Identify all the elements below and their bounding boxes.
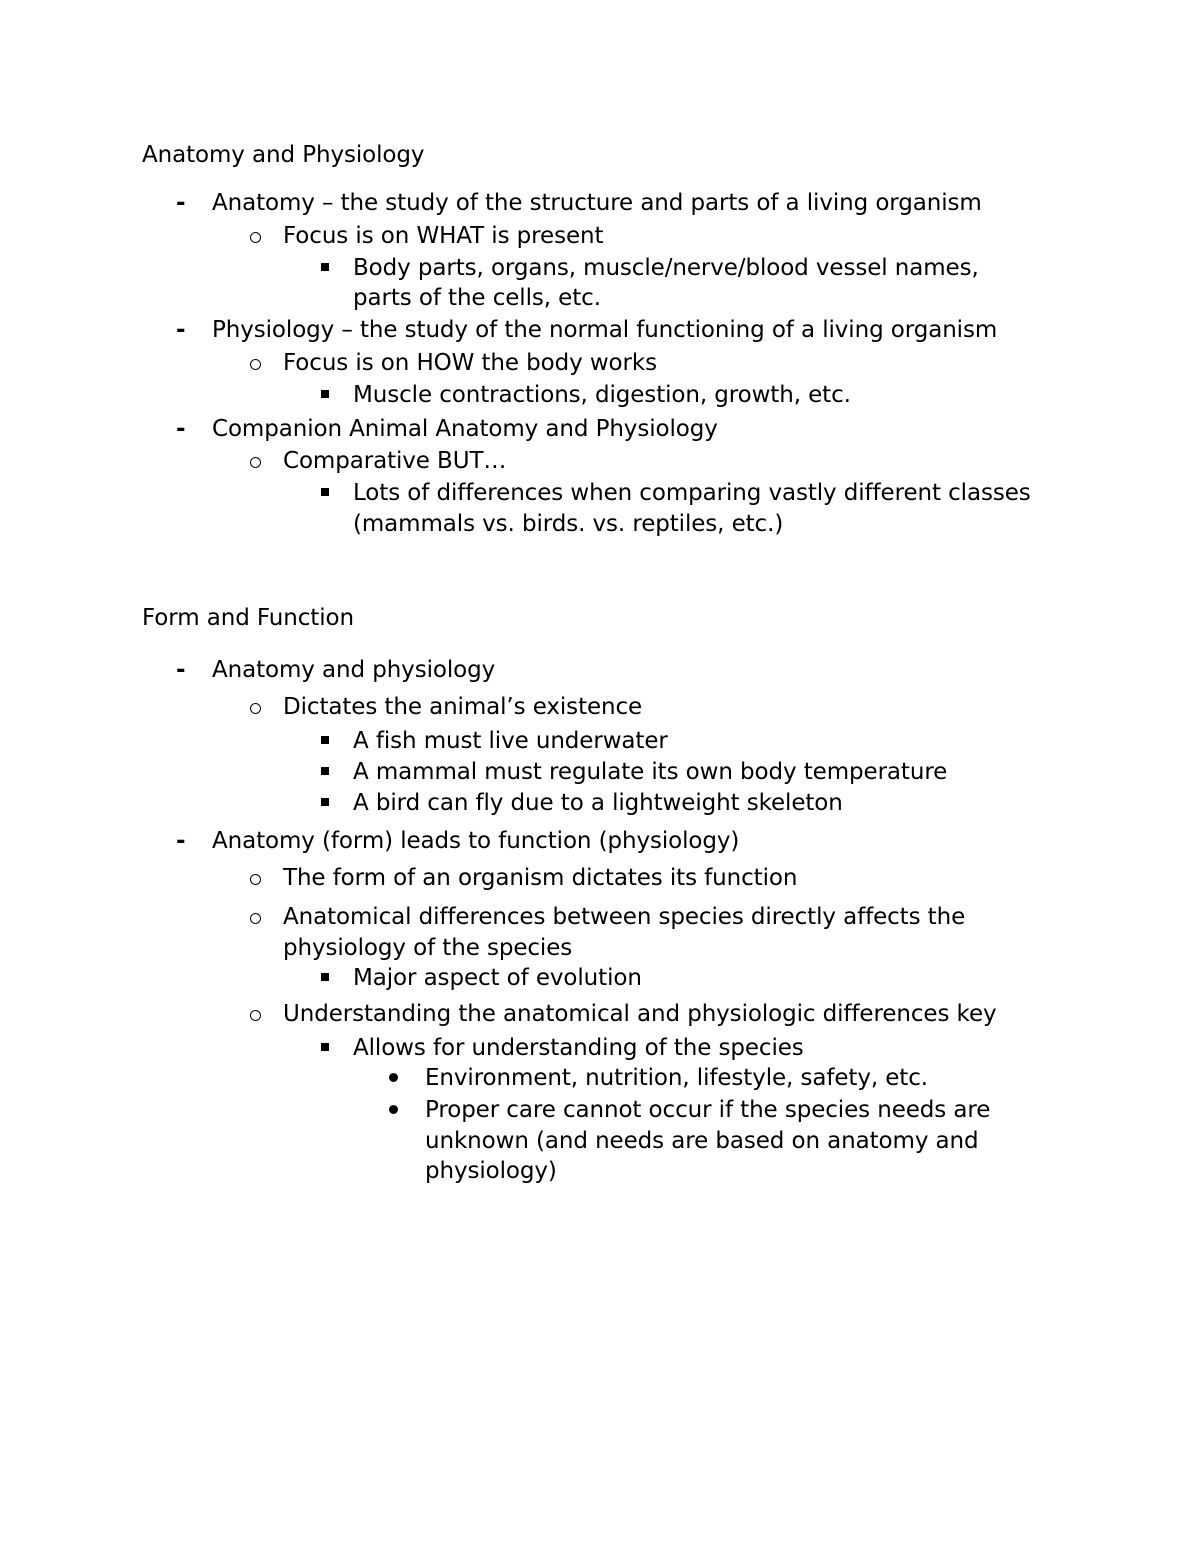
list-item-level-2: Anatomical differences between species directly affects the (283, 904, 966, 930)
section-heading: Anatomy and Physiology (142, 142, 425, 168)
circle-bullet-icon (250, 457, 261, 468)
list-item-level-2: Focus is on WHAT is present (283, 223, 604, 249)
square-bullet-icon (321, 767, 329, 775)
list-item-level-2-continuation: physiology of the species (283, 935, 573, 961)
list-item-level-2: The form of an organism dictates its function (283, 865, 798, 891)
dot-bullet-icon (389, 1105, 398, 1114)
list-item-level-3: Body parts, organs, muscle/nerve/blood vessel names, (353, 255, 979, 281)
list-item-level-3-continuation: parts of the cells, etc. (353, 285, 601, 311)
list-item-level-3: A bird can fly due to a lightweight skeleton (353, 790, 843, 816)
list-item-level-2: Understanding the anatomical and physiologic differences key (283, 1001, 997, 1027)
list-item-level-1: Anatomy (form) leads to function (physiology) (212, 828, 740, 854)
square-bullet-icon (321, 736, 329, 744)
circle-bullet-icon (250, 874, 261, 885)
list-item-level-3: Allows for understanding of the species (353, 1035, 804, 1061)
list-item-level-4-continuation: unknown (and needs are based on anatomy and (425, 1128, 979, 1154)
list-item-level-3: Lots of differences when comparing vastly different classes (353, 480, 1031, 506)
square-bullet-icon (321, 488, 329, 496)
square-bullet-icon (321, 263, 329, 271)
list-item-level-3: A mammal must regulate its own body temperature (353, 759, 948, 785)
dot-bullet-icon (389, 1073, 398, 1082)
square-bullet-icon (321, 798, 329, 806)
square-bullet-icon (321, 390, 329, 398)
list-item-level-2: Dictates the animal’s existence (283, 694, 643, 720)
section-heading: Form and Function (142, 605, 354, 631)
list-item-level-3: Major aspect of evolution (353, 965, 642, 991)
dash-bullet-icon: - (176, 828, 186, 854)
list-item-level-1: Anatomy and physiology (212, 657, 496, 683)
list-item-level-1: Anatomy – the study of the structure and parts of a living organism (212, 190, 982, 216)
list-item-level-4-continuation: physiology) (425, 1158, 557, 1184)
list-item-level-2: Focus is on HOW the body works (283, 350, 657, 376)
dash-bullet-icon: - (176, 657, 186, 683)
square-bullet-icon (321, 973, 329, 981)
list-item-level-4: Proper care cannot occur if the species needs are (425, 1097, 991, 1123)
circle-bullet-icon (250, 359, 261, 370)
circle-bullet-icon (250, 703, 261, 714)
dash-bullet-icon: - (176, 416, 186, 442)
list-item-level-3: Muscle contractions, digestion, growth, etc. (353, 382, 851, 408)
circle-bullet-icon (250, 913, 261, 924)
list-item-level-1: Companion Animal Anatomy and Physiology (212, 416, 718, 442)
dash-bullet-icon: - (176, 190, 186, 216)
list-item-level-3-continuation: (mammals vs. birds. vs. reptiles, etc.) (353, 511, 784, 537)
list-item-level-4: Environment, nutrition, lifestyle, safety, etc. (425, 1065, 928, 1091)
circle-bullet-icon (250, 232, 261, 243)
list-item-level-2: Comparative BUT… (283, 448, 507, 474)
list-item-level-3: A fish must live underwater (353, 728, 668, 754)
dash-bullet-icon: - (176, 317, 186, 343)
square-bullet-icon (321, 1043, 329, 1051)
circle-bullet-icon (250, 1010, 261, 1021)
list-item-level-1: Physiology – the study of the normal functioning of a living organism (212, 317, 998, 343)
